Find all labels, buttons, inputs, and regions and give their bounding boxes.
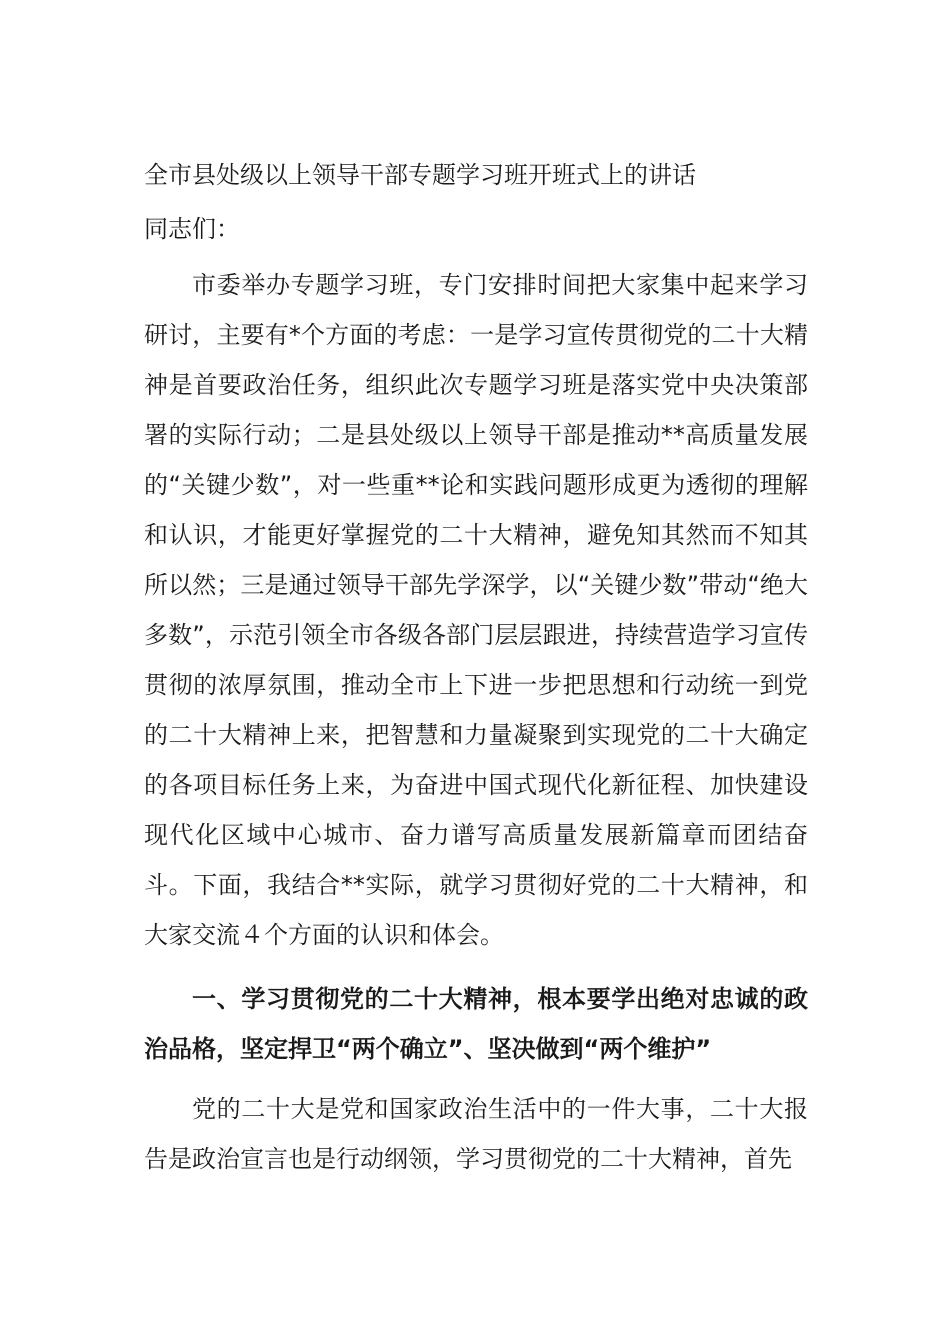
greeting: 同志们： bbox=[144, 215, 240, 243]
document-body bbox=[144, 150, 808, 1184]
section-heading-1: 一、学习贯彻党的二十大精神，根本要学出绝对忠诚的政治品格，坚定捍卫“两个确立”、坚决做到“两个维护” bbox=[144, 985, 808, 1063]
paragraph-intro: 市委举办专题学习班，专门安排时间把大家集中起来学习研讨，主要有*个方面的考虑：一是学习宣传贯彻党的二十大精神是首要政治任务，组织此次专题学习班是落实党中央决策部署的实际行动；二是县处级以上领导干部是推动**高质量发展的“关键少数”，对一些重**论和实践问题形成更为透彻的理解和认识，才能更好掌握党的二十大精神，避免知其然而不知其所以然；三是通过领导干部先学深学，以“关键少数”带动“绝大多数”，示范引领全市各级各部门层层跟进，持续营造学习宣传贯彻的浓厚氛围，推动全市上下进一步把思想和行动统一到党的二十大精神上来，把智慧和力量凝聚到实现党的二十大确定的各项目标任务上来，为奋进中国式现代化新征程、加快建设现代化区域中心城市、奋力谱写高质量发展新篇章而团结奋斗。下面，我结合**实际，就学习贯彻好党的二十大精神，和大家交流４个方面的认识和体会。 bbox=[144, 271, 808, 949]
paragraph-section-1: 党的二十大是党和国家政治生活中的一件大事，二十大报告是政治宣言也是行动纲领，学习贯彻党的二十大精神，首先 bbox=[144, 1095, 808, 1173]
document-title: 全市县处级以上领导干部专题学习班开班式上的讲话 bbox=[144, 161, 696, 189]
